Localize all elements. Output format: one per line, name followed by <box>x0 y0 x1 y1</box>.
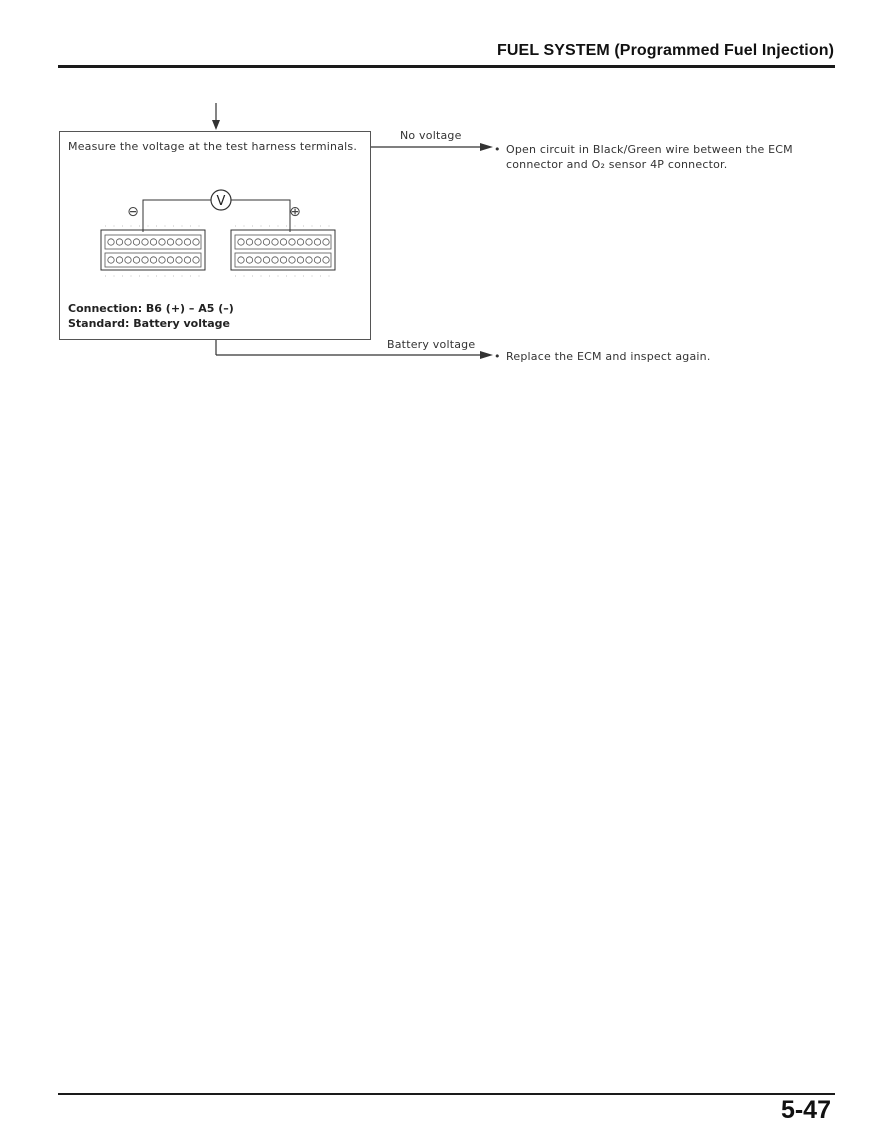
connector-diagram <box>95 188 345 288</box>
bullet-icon: • <box>494 350 501 363</box>
bullet-icon: • <box>494 143 501 156</box>
standard-spec: Standard: Battery voltage <box>68 317 230 330</box>
branch-label-battery-voltage: Battery voltage <box>387 338 476 351</box>
negative-probe-symbol: ⊖ <box>127 204 139 220</box>
result-no-voltage <box>494 142 836 172</box>
procedure-instruction: Measure the voltage at the test harness terminals. <box>68 140 358 153</box>
connection-spec: Connection: B6 (+) – A5 (–) <box>68 302 234 315</box>
page-header-title: FUEL SYSTEM (Programmed Fuel Injection) <box>497 42 834 59</box>
voltmeter-symbol: V <box>216 194 226 209</box>
positive-probe-symbol: ⊕ <box>289 204 301 220</box>
result-battery-voltage <box>494 349 836 364</box>
connector-b-icon <box>231 230 335 270</box>
result-text: Replace the ECM and inspect again. <box>506 350 711 363</box>
result-text: Open circuit in Black/Green wire between the ECM connector and O₂ sensor 4P connector. <box>506 143 793 171</box>
branch-label-no-voltage: No voltage <box>400 129 462 142</box>
connector-a-icon <box>101 230 205 270</box>
page-number: 5-47 <box>780 1096 831 1124</box>
footer-rule <box>58 1093 835 1095</box>
